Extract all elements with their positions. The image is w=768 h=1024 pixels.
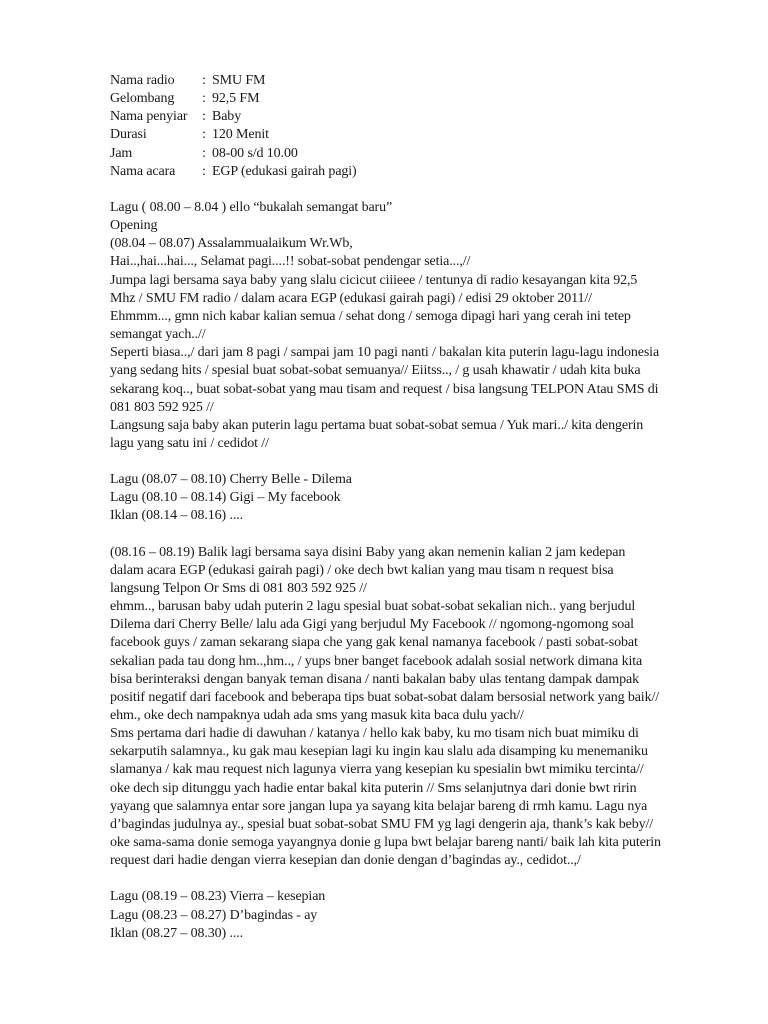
playlist-item: Lagu (08.10 – 08.14) Gigi – My facebook	[110, 490, 341, 506]
meta-label: Nama radio	[110, 73, 175, 88]
meta-row-radio	[110, 72, 662, 90]
playlist-item: Lagu (08.23 – 08.27) D’bagindas - ay	[110, 907, 318, 923]
meta-separator: :	[202, 109, 206, 125]
meta-label: Nama acara	[110, 163, 176, 179]
spacer	[110, 870, 662, 888]
meta-value: 120 Menit	[212, 127, 269, 143]
playlist-item: Lagu (08.07 – 08.10) Cherry Belle - Dilema	[110, 472, 352, 488]
playlist-block-2	[110, 888, 662, 942]
playlist-item: Iklan (08.14 – 08.16) ....	[110, 508, 243, 524]
meta-separator: :	[202, 163, 206, 179]
meta-row-program	[110, 163, 662, 181]
script-paragraph: ehmm.., barusan baby udah puterin 2 lagu spesial buat sobat-sobat sekalian nich.. yang berjudul Dilema dari Cherry Belle/ lalu ada Gigi yang berjudul My Facebook // ngomong-ngomong soal facebook guys / zaman sekarang siapa che yang gak kenal namanya facebook / pasti sobat-sobat sekalian pada tau dong hm..,hm.., / yups bner banget facebook adalah sosial network dimana kita bisa berinteraksi dengan banyak teman disana / nanti bakalan baby ulas tentang dampak dampak positif negatif dari facebook and beberapa tips buat sobat-sobat dalam bersosial network yang baik//	[110, 599, 659, 705]
meta-row-announcer	[110, 108, 662, 126]
playlist-block-1	[110, 471, 662, 525]
meta-separator: :	[202, 127, 206, 143]
segment-opening	[110, 199, 662, 453]
script-paragraph: Sms pertama dari hadie di dawuhan / katanya / hello kak baby, ku mo tisam nich buat mimiku di sekarputih salamnya., ku gak mau kesepian lagi ku ingin kau slalu ada disamping ku menemaniku slamanya / kak mau request nich lagunya vierra yang kesepian ku spesialin bwt mimiku tercinta// oke dech sip ditunggu yach hadie entar bakal kita puterin // Sms selanjutnya dari donie bwt ririn yayang que salamnya entar sore jangan lupa ya sayang kita belajar bareng di rmh kamu. Lagu nya d’bagindas judulnya ay., spesial buat sobat-sobat SMU FM yg lagi dengerin aja, thank’s kak beby// oke sama-sama donie semoga yayangnya donie g lupa bwt belajar bareng nanti/ baik lah kita puterin request dari hadie dengan vierra kesepian dan donie dengan d’bagindas ay., cedidot..,/	[110, 726, 661, 869]
meta-label: Nama penyiar	[110, 109, 188, 125]
playlist-item: Iklan (08.27 – 08.30) ....	[110, 925, 243, 941]
meta-value: 08-00 s/d 10.00	[212, 145, 298, 161]
meta-row-frequency	[110, 90, 662, 108]
script-paragraph: Ehmmm..., gmn nich kabar kalian semua / sehat dong / semoga dipagi hari yang cerah ini tetep semangat yach..//	[110, 308, 631, 343]
playlist-item: Lagu (08.19 – 08.23) Vierra – kesepian	[110, 889, 326, 905]
meta-value: SMU FM	[212, 73, 266, 88]
script-line: (08.04 – 08.07) Assalammualaikum Wr.Wb,	[110, 236, 353, 252]
segment-heading: Opening	[110, 218, 158, 234]
meta-block	[110, 72, 662, 181]
meta-label: Durasi	[110, 127, 147, 143]
song-line: Lagu ( 08.00 – 8.04 ) ello “bukalah semangat baru”	[110, 199, 393, 215]
segment-two	[110, 544, 662, 871]
spacer	[110, 181, 662, 199]
meta-row-time	[110, 145, 662, 163]
meta-label: Jam	[110, 145, 133, 161]
script-paragraph: Seperti biasa..,/ dari jam 8 pagi / sampai jam 10 pagi nanti / bakalan kita puterin lagu-lagu indonesia yang sedang hits / spesial buat sobat-sobat semuanya// Eiitss.., / g usah khawatir / udah kita buka sekarang koq.., buat sobat-sobat yang mau tisam and request / bisa langsung TELPON Atau SMS di 081 803 592 925 //	[110, 345, 660, 415]
document-body	[110, 72, 662, 943]
script-paragraph: Langsung saja baby akan puterin lagu pertama buat sobat-sobat semua / Yuk mari../ kita dengerin lagu yang satu ini / cedidot //	[110, 417, 644, 451]
meta-value: 92,5 FM	[212, 91, 260, 107]
meta-separator: :	[202, 145, 206, 161]
meta-row-duration	[110, 126, 662, 144]
meta-value: Baby	[212, 109, 242, 125]
meta-value: EGP (edukasi gairah pagi)	[212, 163, 357, 179]
meta-separator: :	[202, 91, 206, 107]
script-paragraph: (08.16 – 08.19) Balik lagi bersama saya disini Baby yang akan nemenin kalian 2 jam kedepan dalam acara EGP (edukasi gairah pagi) / oke dech bwt kalian yang mau tisam n request bisa langsung Telpon Or Sms di 081 803 592 925 //	[110, 544, 626, 596]
spacer	[110, 526, 662, 544]
script-paragraph: ehm., oke dech nampaknya udah ada sms yang masuk kita baca dulu yach//	[110, 708, 524, 723]
script-paragraph: Hai..,hai...hai..., Selamat pagi....!! sobat-sobat pendengar setia...,//	[110, 254, 471, 270]
script-paragraph: Jumpa lagi bersama saya baby yang slalu cicicut ciiieee / tentunya di radio kesayangan kita 92,5 Mhz / SMU FM radio / dalam acara EGP (edukasi gairah pagi) / edisi 29 oktober 2011//	[110, 272, 638, 306]
spacer	[110, 453, 662, 471]
meta-separator: :	[202, 73, 206, 88]
meta-label: Gelombang	[110, 91, 175, 107]
